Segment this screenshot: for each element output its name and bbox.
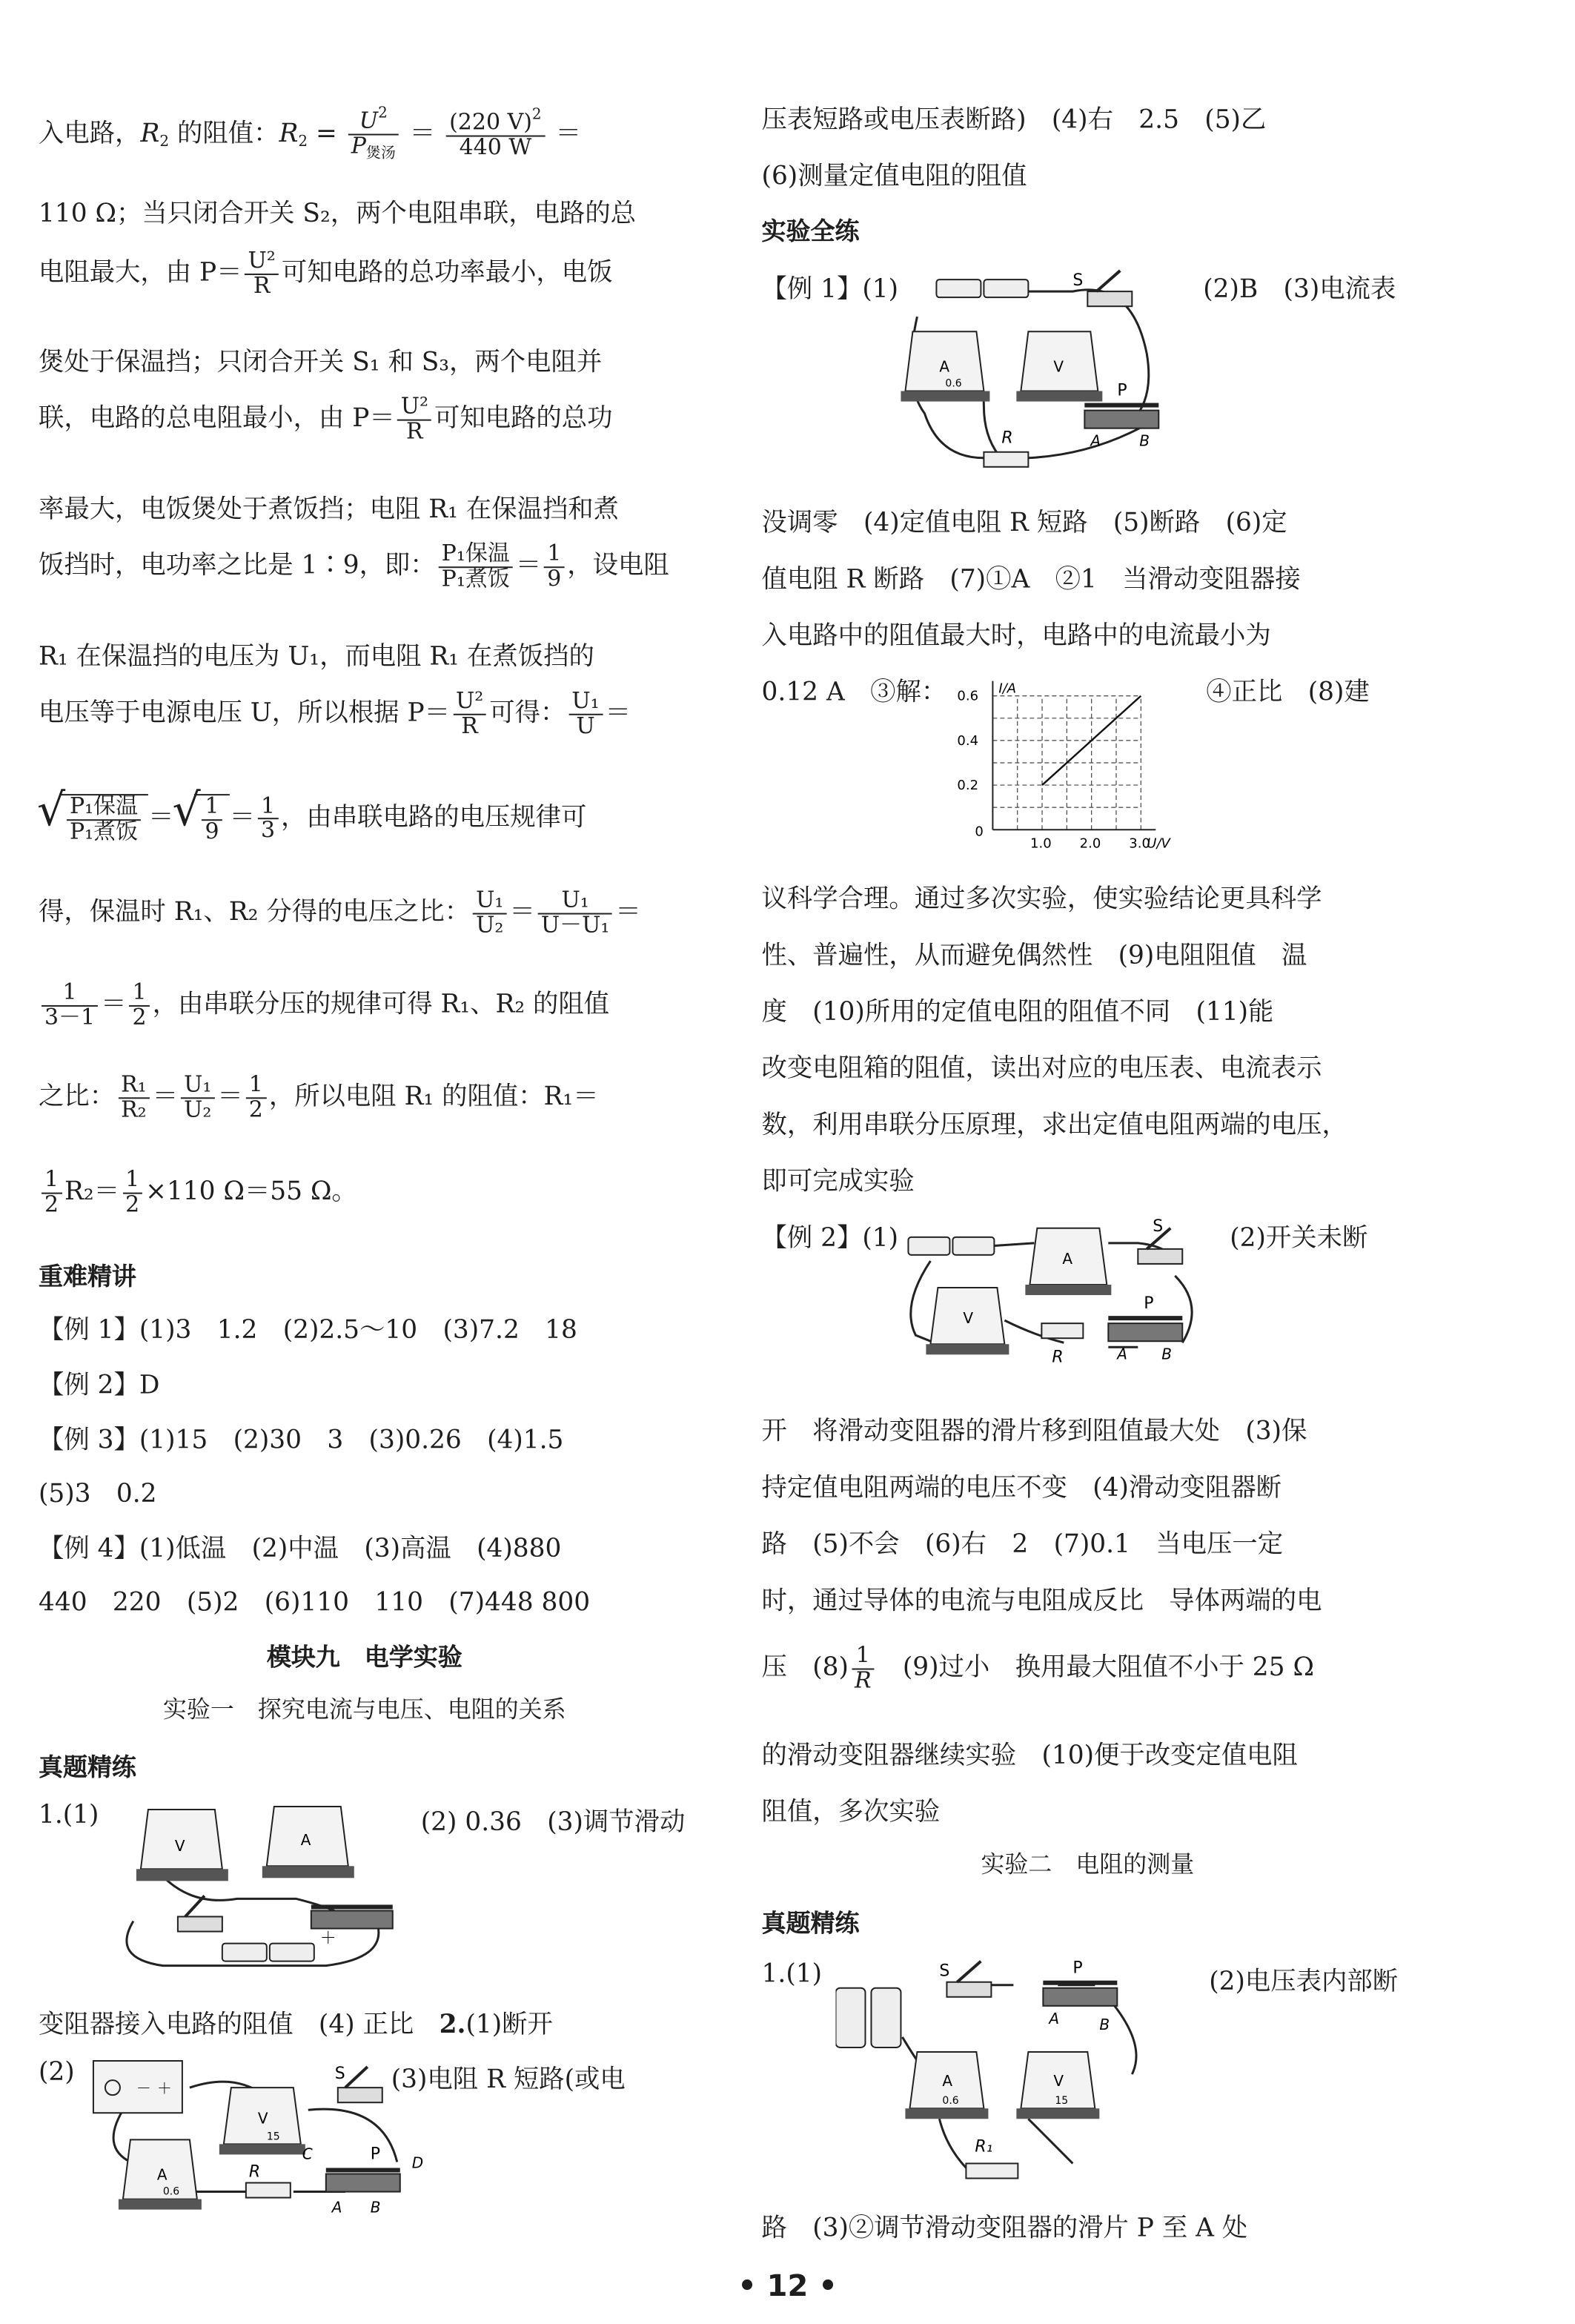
answer-line: 【例 4】(1)低温 (2)中温 (3)高温 (4)880 [38, 1534, 562, 1565]
fraction: $\frac{1}{9}$ [544, 543, 564, 591]
switch [335, 2065, 382, 2102]
example-label: 【例 1】(1) [761, 275, 899, 305]
circuit-diagram-measure [835, 1956, 1161, 2194]
text-line: 入电路，$R_2$ 的阻值：$R_2$ = $\frac{U^2}{P_{煲汤}}$ ＝ $\frac{(220 V)^2}{440 W}$ ＝ [38, 105, 581, 162]
fraction: $\frac{1}{3}$ [258, 795, 278, 843]
question-number: 1.(1) [38, 1801, 99, 1831]
voltmeter [926, 1288, 1009, 1354]
label-P: P [1117, 381, 1127, 400]
i-u-chart [951, 669, 1188, 860]
fraction: $\frac{1}{2}$ [130, 981, 150, 1030]
x-tick-label: 3.0 [1129, 835, 1150, 852]
module-title: 模块九 电学实验 [266, 1643, 462, 1672]
fraction: $\frac{\text{R₁}}{\text{R₂}}$ [118, 1073, 150, 1122]
text-line: 联，电路的总电阻最小，由 P＝ $\frac{\text{U²}}{R}$ 可知电路的总功 [38, 392, 613, 445]
ammeter [119, 2139, 202, 2209]
label-R: R [248, 2162, 261, 2182]
label-minus: － [136, 2079, 151, 2098]
text-line: 电压等于电源电压 U，所以根据 P＝ $\frac{\text{U²}}{R}$ 可得： $\frac{\text{U₁}}{U}$ ＝ [38, 686, 631, 739]
example-label: 【例 2】(1) [761, 1223, 899, 1254]
battery [222, 1930, 336, 1962]
voltmeter [1016, 2052, 1099, 2119]
switch [939, 1962, 991, 1997]
ammeter [1025, 1228, 1111, 1295]
label-V: V [1053, 357, 1064, 376]
fraction: $\frac{1}{2}$ [42, 1169, 62, 1217]
label-A: A [1117, 1345, 1128, 1363]
question-number: (2) [38, 2058, 75, 2088]
fraction: $\frac{U^2}{P_{煲汤}}$ [348, 107, 399, 162]
label-B: B [370, 2198, 381, 2217]
label-A: A [939, 357, 950, 376]
answer-line: (5)3 0.2 [38, 1479, 157, 1509]
battery [908, 1237, 994, 1255]
answer-line: 议科学合理。通过多次实验，使实验结论更具科学 [761, 884, 1322, 915]
power-supply [93, 2061, 182, 2113]
resistor [984, 429, 1028, 467]
label-v15: 15 [1055, 2095, 1069, 2108]
resistor [966, 2137, 1018, 2178]
answer-line: 【例 1】(1)3 1.2 (2)2.5～10 (3)7.2 18 [38, 1316, 577, 1346]
fraction: $\frac{1}{3-1}$ [42, 981, 98, 1030]
text-line: 率最大，电饭煲处于煮饭挡；电阻 R₁ 在保温挡和煮 [38, 494, 620, 526]
sqrt: √ $\frac{1}{9}$ [195, 794, 230, 844]
label-B: B [1099, 2015, 1110, 2033]
label-plus: ＋ [156, 2079, 172, 2098]
y-tick-label: 0.4 [957, 732, 979, 749]
label-S: S [1153, 1216, 1164, 1236]
label-V: V [257, 2109, 268, 2128]
label-v15: 15 [266, 2131, 280, 2143]
answer-line: 持定值电阻两端的电压不变 (4)滑动变阻器断 [761, 1473, 1282, 1503]
resistor [1041, 1323, 1083, 1366]
label-plus: ＋ [319, 1929, 336, 1948]
answer-line: (2) 0.36 (3)调节滑动 [420, 1808, 686, 1838]
answer-line: 阻值，多次实验 [761, 1798, 941, 1828]
text-line: 煲处于保温挡；只闭合开关 S₁ 和 S₃，两个电阻并 [38, 348, 603, 378]
rheostat [302, 2145, 423, 2216]
battery [835, 1988, 901, 2047]
answer-line: 【例 2】D [38, 1371, 160, 1401]
fraction: $\frac{1}{R}$ [852, 1644, 875, 1692]
circuit-diagram-q2 [86, 2058, 442, 2229]
y-tick-label: 0.2 [957, 778, 979, 794]
answer-line: 即可完成实验 [761, 1167, 915, 1197]
label-A: A [1062, 1249, 1073, 1268]
y-tick-label: 0.6 [957, 688, 979, 704]
label-R: R [1052, 1348, 1064, 1367]
label-V: V [174, 1837, 185, 1855]
section-heading: 真题精练 [38, 1752, 136, 1781]
answer-line: 性、普遍性，从而避免偶然性 (9)电阻阻值 温 [761, 941, 1307, 971]
ammeter [901, 331, 989, 401]
voltmeter [219, 2088, 305, 2154]
answer-line: 压 (8) $\frac{1}{R}$ (9)过小 换用最大阻值不小于 25 Ω [761, 1641, 1314, 1694]
answer-line: (2)开关未断 [1230, 1223, 1368, 1254]
answer-line: 时，通过导体的电流与电阻成反比 导体两端的电 [761, 1586, 1322, 1617]
y-axis-label: I/A [998, 681, 1017, 697]
battery [936, 279, 1028, 297]
answer-line: 的滑动变阻器继续实验 (10)便于改变定值电阻 [761, 1741, 1298, 1771]
text-line: 电阻最大，由 P＝ $\frac{\text{U²}}{R}$ 可知电路的总功率最小，电饭 [38, 246, 613, 299]
answer-line: 改变电阻箱的阻值，读出对应的电压表、电流表示 [761, 1054, 1322, 1085]
answer-line: ④正比 (8)建 [1206, 678, 1370, 708]
ammeter [262, 1807, 354, 1878]
label-V: V [963, 1309, 974, 1328]
label-C: C [302, 2145, 313, 2163]
answer-line: (6)测量定值电阻的阻值 [761, 162, 1027, 192]
text-line: 之比： $\frac{\text{R₁}}{\text{R₂}}$ ＝ $\frac{\text{U₁}}{\text{U₂}}$ ＝ $\frac{1}{2}$ ，所以电阻 R₁ 的阻值：R₁＝ [38, 1070, 599, 1122]
answer-line: 数，利用串联分压原理，求出定值电阻两端的电压， [761, 1110, 1347, 1141]
switch [1138, 1217, 1182, 1264]
fraction: $\frac{\text{U₁}}{U}$ [568, 690, 602, 738]
fraction: $\frac{(220 V)^2}{440 W}$ [446, 109, 545, 160]
x-tick-label: 2.0 [1079, 835, 1101, 852]
label-A: A [1049, 2009, 1060, 2027]
answer-line: 路 (5)不会 (6)右 2 (7)0.1 当电压一定 [761, 1529, 1284, 1560]
ammeter [905, 2052, 988, 2119]
text-line: 得，保温时 R₁、R₂ 分得的电压之比： $\frac{\text{U₁}}{\text{U₂}}$ ＝ $\frac{\text{U₁}}{\text{U－U₁}}$ ＝ [38, 886, 641, 938]
answer-line: (3)电阻 R 短路(或电 [391, 2065, 626, 2096]
circuit-diagram-q1 [104, 1795, 415, 1988]
answer-line: (2)B (3)电流表 [1203, 275, 1396, 305]
switch [1072, 271, 1132, 306]
voltmeter [136, 1810, 228, 1881]
label-S: S [939, 1962, 950, 1981]
origin-label: 0 [975, 824, 984, 840]
label-a06: 0.6 [162, 2185, 180, 2198]
label-S: S [1072, 271, 1084, 291]
fraction: $\frac{\text{U²}}{R}$ [245, 250, 279, 298]
label-A: A [300, 1831, 311, 1850]
label-A: A [331, 2198, 342, 2217]
label-A: A [1090, 431, 1101, 450]
rheostat [1043, 1959, 1117, 2033]
answer-line: 路 (3)②调节滑动变阻器的滑片 P 至 A 处 [761, 2214, 1248, 2244]
label-a06: 0.6 [945, 377, 962, 390]
text-line: R₁ 在保温挡的电压为 U₁，而电阻 R₁ 在煮饭挡的 [38, 642, 594, 672]
label-V: V [1053, 2072, 1064, 2090]
label-B: B [1161, 1345, 1173, 1363]
section-heading: 实验全练 [761, 216, 860, 245]
section-heading: 真题精练 [761, 1909, 860, 1938]
rheostat [311, 1904, 393, 1928]
label-P: P [370, 2145, 381, 2164]
section-heading: 重难精讲 [38, 1262, 136, 1291]
text-line: $\frac{1}{3-1}$ ＝ $\frac{1}{2}$ ，由串联分压的规律可得 R₁、R₂ 的阻值 [39, 981, 609, 1030]
fraction: $\frac{\text{P₁保温}}{\text{P₁煮饭}}$ [439, 543, 513, 591]
label-D: D [411, 2153, 424, 2172]
rheostat [1108, 1294, 1182, 1363]
answer-line: 没调零 (4)定值电阻 R 短路 (5)断路 (6)定 [761, 508, 1287, 539]
answer-line: (2)电压表内部断 [1209, 1967, 1399, 1997]
experiment-title: 实验一 探究电流与电压、电阻的关系 [162, 1695, 566, 1724]
circuit-diagram-ex1 [895, 265, 1191, 473]
fraction: $\frac{\text{U₁}}{\text{U₂}}$ [181, 1073, 214, 1122]
label-B: B [1139, 431, 1150, 450]
label-A: A [942, 2072, 953, 2090]
label-P: P [1072, 1959, 1083, 1978]
text-line: 110 Ω；当只闭合开关 S₂，两个电阻串联，电路的总 [38, 199, 637, 229]
answer-line: 开 将滑动变阻器的滑片移到阻值最大处 (3)保 [761, 1417, 1307, 1447]
voltmeter [1016, 331, 1102, 401]
label-a06: 0.6 [942, 2095, 959, 2108]
label-R1: R₁ [975, 2137, 993, 2156]
resistor [246, 2162, 291, 2197]
answer-line: 值电阻 R 断路 (7)①A ②1 当滑动变阻器接 [761, 565, 1301, 595]
fraction: $\frac{1}{2}$ [246, 1073, 266, 1122]
label-R: R [1001, 428, 1013, 448]
answer-line: 压表短路或电压表断路) (4)右 2.5 (5)乙 [761, 105, 1267, 136]
answer-line: 【例 3】(1)15 (2)30 3 (3)0.26 (4)1.5 [38, 1426, 564, 1456]
text-line: 饭挡时，电功率之比是 1∶9，即： $\frac{\text{P₁保温}}{\text{P₁煮饭}}$ ＝ $\frac{1}{9}$ ，设电阻 [38, 540, 669, 592]
fraction: $\frac{\text{U²}}{R}$ [398, 396, 431, 444]
text-line: $\frac{1}{2}$ R₂＝ $\frac{1}{2}$ ×110 Ω＝55 Ω。 [39, 1169, 357, 1217]
label-P: P [1144, 1294, 1154, 1314]
question-number: 1.(1) [761, 1959, 823, 1990]
answer-line: 度 (10)所用的定值电阻的阻值不同 (11)能 [761, 997, 1274, 1028]
circuit-diagram-ex2 [901, 1216, 1212, 1371]
text-line: √ $\frac{\text{P₁保温}}{\text{P₁煮饭}}$ ＝ √ $\frac{1}{9}$ ＝ $\frac{1}{3}$ ，由串联电路的电压规律可 [39, 794, 586, 844]
fraction: $\frac{\text{U₁}}{\text{U－U₁}}$ [538, 889, 613, 937]
page-number: • 12 • [737, 2267, 838, 2303]
fraction: $\frac{\text{U₁}}{\text{U₂}}$ [473, 889, 506, 937]
answer-line: 变阻器接入电路的阻值 (4) 正比 2.(1)断开 [38, 2010, 553, 2040]
answer-line: 440 220 (5)2 (6)110 110 (7)448 800 [38, 1588, 591, 1618]
x-tick-label: 1.0 [1030, 835, 1052, 852]
fraction: $\frac{1}{2}$ [122, 1169, 142, 1217]
experiment-title: 实验二 电阻的测量 [981, 1850, 1195, 1878]
fraction: $\frac{\text{U²}}{R}$ [453, 690, 486, 738]
answer-line: 入电路中的阻值最大时，电路中的电流最小为 [761, 621, 1271, 652]
label-S: S [334, 2065, 345, 2084]
x-axis-label: U/V [1147, 835, 1170, 852]
sqrt: √ $\frac{\text{P₁保温}}{\text{P₁煮饭}}$ [59, 794, 148, 844]
answer-line: 0.12 A ③解： [761, 678, 947, 708]
label-A: A [156, 2165, 168, 2184]
